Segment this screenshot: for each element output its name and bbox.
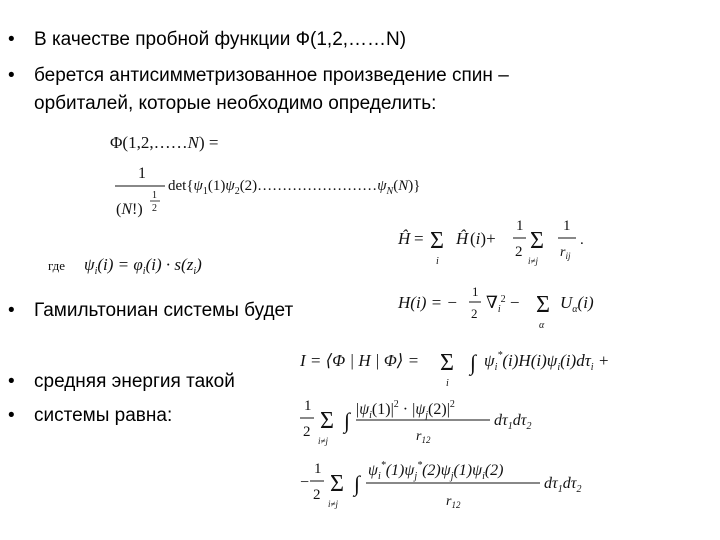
svg-text:2: 2 [471,306,478,321]
formula-energy-coulomb-svg [300,392,570,452]
svg-text:rij: $r_{ij}$ [560,245,571,261]
svg-text:Ĥ: Ĥ [456,229,469,248]
svg-text:I = ⟨Φ | H | Φ⟩ =: I = ⟨Φ | H | Φ⟩ = [300,351,420,370]
svg-text:Ĥ: Ĥ [398,229,411,248]
svg-text:det{ψ1(1)ψ2(2)……………………ψN(N)}: $\det\{\psi_1(1)\psi_2(2)\dots\dots\dots\dots\dots\dots\dots\dots\psi_N(N)\}$ [168,178,421,197]
svg-text:1: 1 [314,461,322,477]
svg-text:Σ: Σ [320,408,334,434]
svg-text:∇i2 −: $\nabla_i^2$ − [486,293,520,315]
bullet-trial-function [8,28,406,52]
svg-text:|ψi(1)|2 · |ψj(2)|2: $|\psi_i(1)|^2 \cdot |\psi_j(2)|^2$ [356,399,455,421]
formula-hamiltonian-total [398,212,598,277]
bullet-dot: • [8,405,15,426]
svg-text:Σ: Σ [430,228,444,254]
svg-text:ψi*(i)H(i)ψi(i)dτi +: $\psi_i^*(i)H(i)\psi_i(i)d\tau_i$ + [484,350,610,373]
svg-text:Σ: Σ [330,471,344,497]
bullet-dot: • [8,371,15,392]
formula-hamiltonian-total-svg [398,212,598,272]
formula-energy-exchange-svg [300,455,620,517]
svg-text:.: . [580,232,584,248]
formula-hamiltonian-one-svg [398,284,618,332]
svg-text:r12: $r_{12}$ [416,429,431,445]
svg-text:1: 1 [516,218,524,234]
svg-text:ψi*(1)ψj*(2)ψj(1)ψi(2): $\psi_i^*(1)\psi_j^*(2)\psi_j(1)\psi_i(2)$ [368,460,504,482]
bullet-text: системы равна: [34,405,173,426]
bullet-antisymmetrized-product [8,64,509,88]
formula-spin-orbital-svg [48,252,278,282]
svg-text:i≠j: i≠j [528,256,538,266]
svg-text:1: 1 [472,284,479,299]
svg-text:α: α [539,320,545,331]
svg-text:2: 2 [313,487,321,503]
bullet-text: Гамильтониан системы будет [34,300,294,321]
svg-text:i≠j: i≠j [318,436,328,446]
bullet-dot: • [8,65,15,86]
bullet-text: орбиталей, которые необходимо определить: [34,93,437,114]
svg-text:1: 1 [563,218,571,234]
svg-text:Σ: Σ [440,350,454,376]
svg-text:Φ(1,2,……N) =: Φ(1,2,……N) = [110,133,219,152]
svg-text:=: = [414,229,424,248]
svg-text:1: 1 [304,398,312,414]
formula-spin-orbital [48,252,278,287]
formula-hamiltonian-one [398,284,618,337]
svg-text:где: где [48,258,66,273]
bullet-dot: • [8,29,15,50]
formula-energy-coulomb [300,392,570,457]
svg-text:2: 2 [152,203,157,214]
bullet-mean-energy [8,370,235,394]
svg-text:∫: ∫ [354,471,361,496]
formula-energy-exchange [300,455,620,522]
bullet-dot: • [8,300,15,321]
svg-text:2: 2 [303,424,311,440]
svg-text:2: 2 [515,244,523,260]
svg-text:Uα(i): $U_\alpha(i)$ [560,293,594,315]
svg-text:dτ1dτ2: $d\tau_1d\tau_2$ [494,412,532,432]
svg-text:−: − [300,474,310,491]
svg-text:1: 1 [138,165,146,182]
svg-text:r12: $r_{12}$ [446,494,461,510]
bullet-hamiltonian [8,299,293,323]
svg-text:∫: ∫ [344,408,351,433]
svg-text:i: i [436,256,439,267]
svg-text:∫: ∫ [470,350,477,375]
formula-energy-line1 [300,342,670,395]
svg-text:dτ1dτ2: $d\tau_1d\tau_2$ [544,475,582,495]
bullet-continuation [8,92,436,116]
svg-text:(N!): (N!) [116,201,143,218]
formula-energy-line1-svg [300,342,670,390]
svg-text:Σ: Σ [536,292,550,318]
svg-text:ψi(i) = φi(i) · s(zi): $\psi_i(i) = \varphi_i(i) \cdot s(z_i)$ [84,255,202,277]
svg-text:i≠j: i≠j [328,499,338,509]
svg-text:H(i) = −: H(i) = − [398,293,458,312]
svg-text:i: i [446,378,449,389]
svg-text:1: 1 [152,190,157,201]
bullet-text: В качестве пробной функции Ф(1,2,……N) [34,29,407,50]
bullet-text: средняя энергия такой [34,371,235,392]
svg-text:(i)+: (i)+ [470,229,496,248]
bullet-text: берется антисимметризованное произведение спин – [34,65,509,86]
svg-text:Σ: Σ [530,228,544,254]
bullet-system-equals [8,404,172,428]
